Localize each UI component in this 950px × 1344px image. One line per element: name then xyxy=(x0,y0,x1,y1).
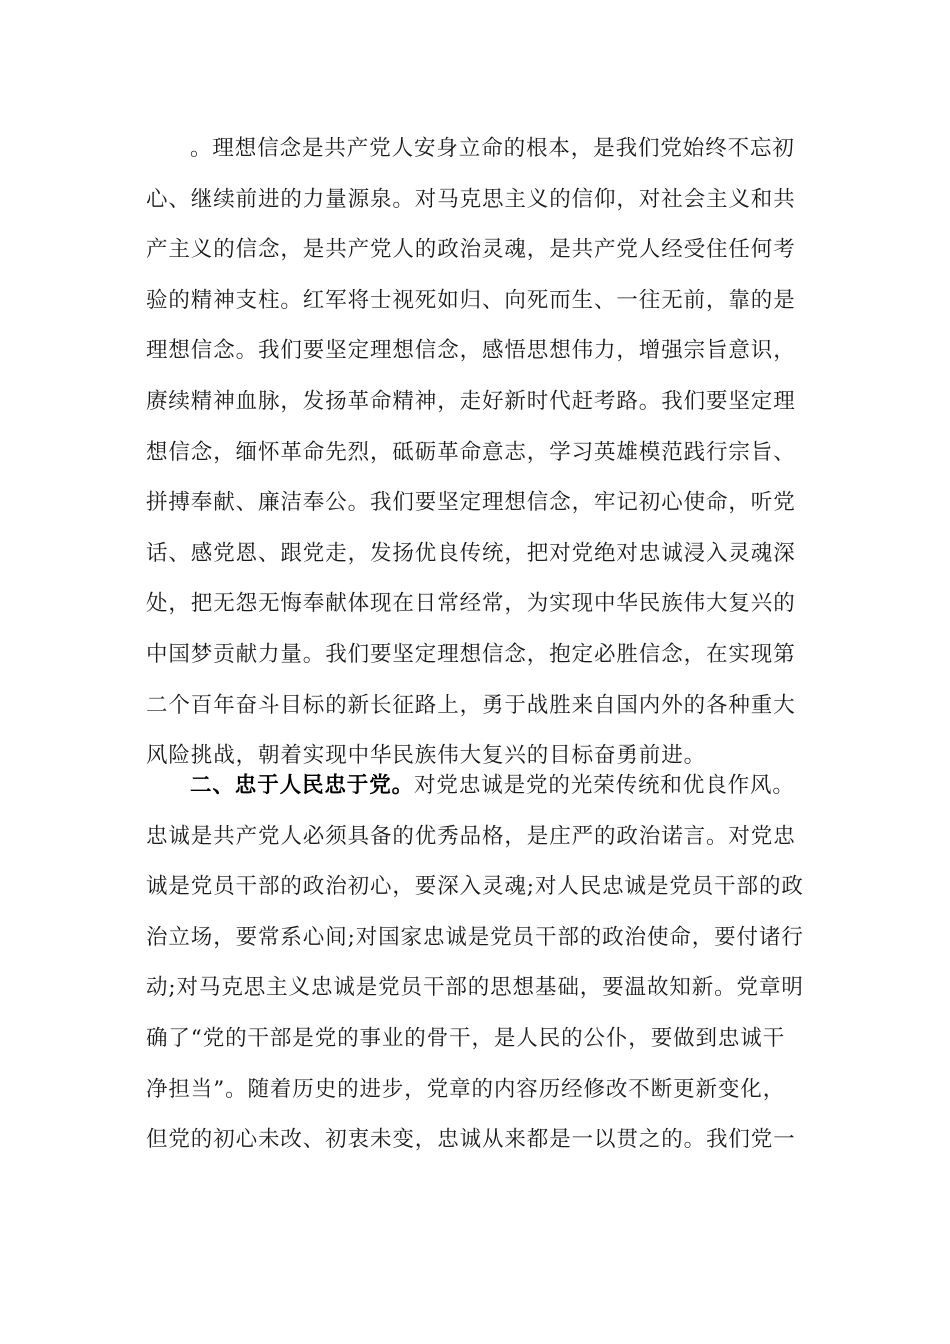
text-line: 理想信念。我们要坚定理想信念，感悟思想伟力，增强宗旨意识， xyxy=(146,338,796,364)
paragraph-ideals-and-beliefs xyxy=(146,124,806,782)
text-line: 处，把无怨无悔奉献体现在日常经常，为实现中华民族伟大复兴的 xyxy=(146,591,796,617)
section-heading: 二、忠于人民忠于党。 xyxy=(190,773,415,798)
text-line: 动;对马克思主义忠诚是党员干部的思想基础，要温故知新。党章明 xyxy=(146,975,804,1001)
text-line: 但党的初心未改、初衷未变，忠诚从来都是一以贯之的。我们党一 xyxy=(146,1127,796,1153)
text-line: 产主义的信念，是共产党人的政治灵魂，是共产党人经受住任何考 xyxy=(146,237,796,263)
text-line: 净担当”。随着历史的进步，党章的内容历经修改不断更新变化， xyxy=(146,1076,786,1102)
text-line: 诚是党员干部的政治初心，要深入灵魂;对人民忠诚是党员干部的政 xyxy=(146,874,804,900)
heading-following-text: 对党忠诚是党的光荣传统和优良作风。 xyxy=(414,773,795,798)
text-line: 赓续精神血脉，发扬革命精神，走好新时代赶考路。我们要坚定理 xyxy=(146,388,796,414)
text-line: 二个百年奋斗目标的新长征路上，勇于战胜来自国内外的各种重大 xyxy=(146,692,796,718)
text-line: 忠诚是共产党人必须具备的优秀品格，是庄严的政治诺言。对党忠 xyxy=(146,823,796,849)
text-line: 话、感党恩、跟党走，发扬优良传统，把对党绝对忠诚浸入灵魂深 xyxy=(146,540,796,566)
text-line: 心、继续前进的力量源泉。对马克思主义的信仰，对社会主义和共 xyxy=(146,186,796,212)
text-line: 。理想信念是共产党人安身立命的根本，是我们党始终不忘初 xyxy=(190,136,795,161)
text-line: 想信念，缅怀革命先烈，砥砺革命意志，学习英雄模范践行宗旨、 xyxy=(146,439,796,465)
text-line: 治立场，要常系心间;对国家忠诚是党员干部的政治使命，要付诸行 xyxy=(146,924,804,950)
text-line: 确了“党的干部是党的事业的骨干，是人民的公仆，要做到忠诚干 xyxy=(146,1025,786,1051)
paragraph-first-line xyxy=(146,761,806,812)
paragraph-loyalty xyxy=(146,761,806,1166)
text-line: 风险挑战，朝着实现中华民族伟大复兴的目标奋勇前进。 xyxy=(146,743,707,769)
text-line: 拼搏奉献、廉洁奉公。我们要坚定理想信念，牢记初心使命，听党 xyxy=(146,490,796,516)
text-line: 中国梦贡献力量。我们要坚定理想信念，抱定必胜信念，在实现第 xyxy=(146,641,796,667)
text-line: 验的精神支柱。红军将士视死如归、向死而生、一往无前，靠的是 xyxy=(146,287,796,313)
